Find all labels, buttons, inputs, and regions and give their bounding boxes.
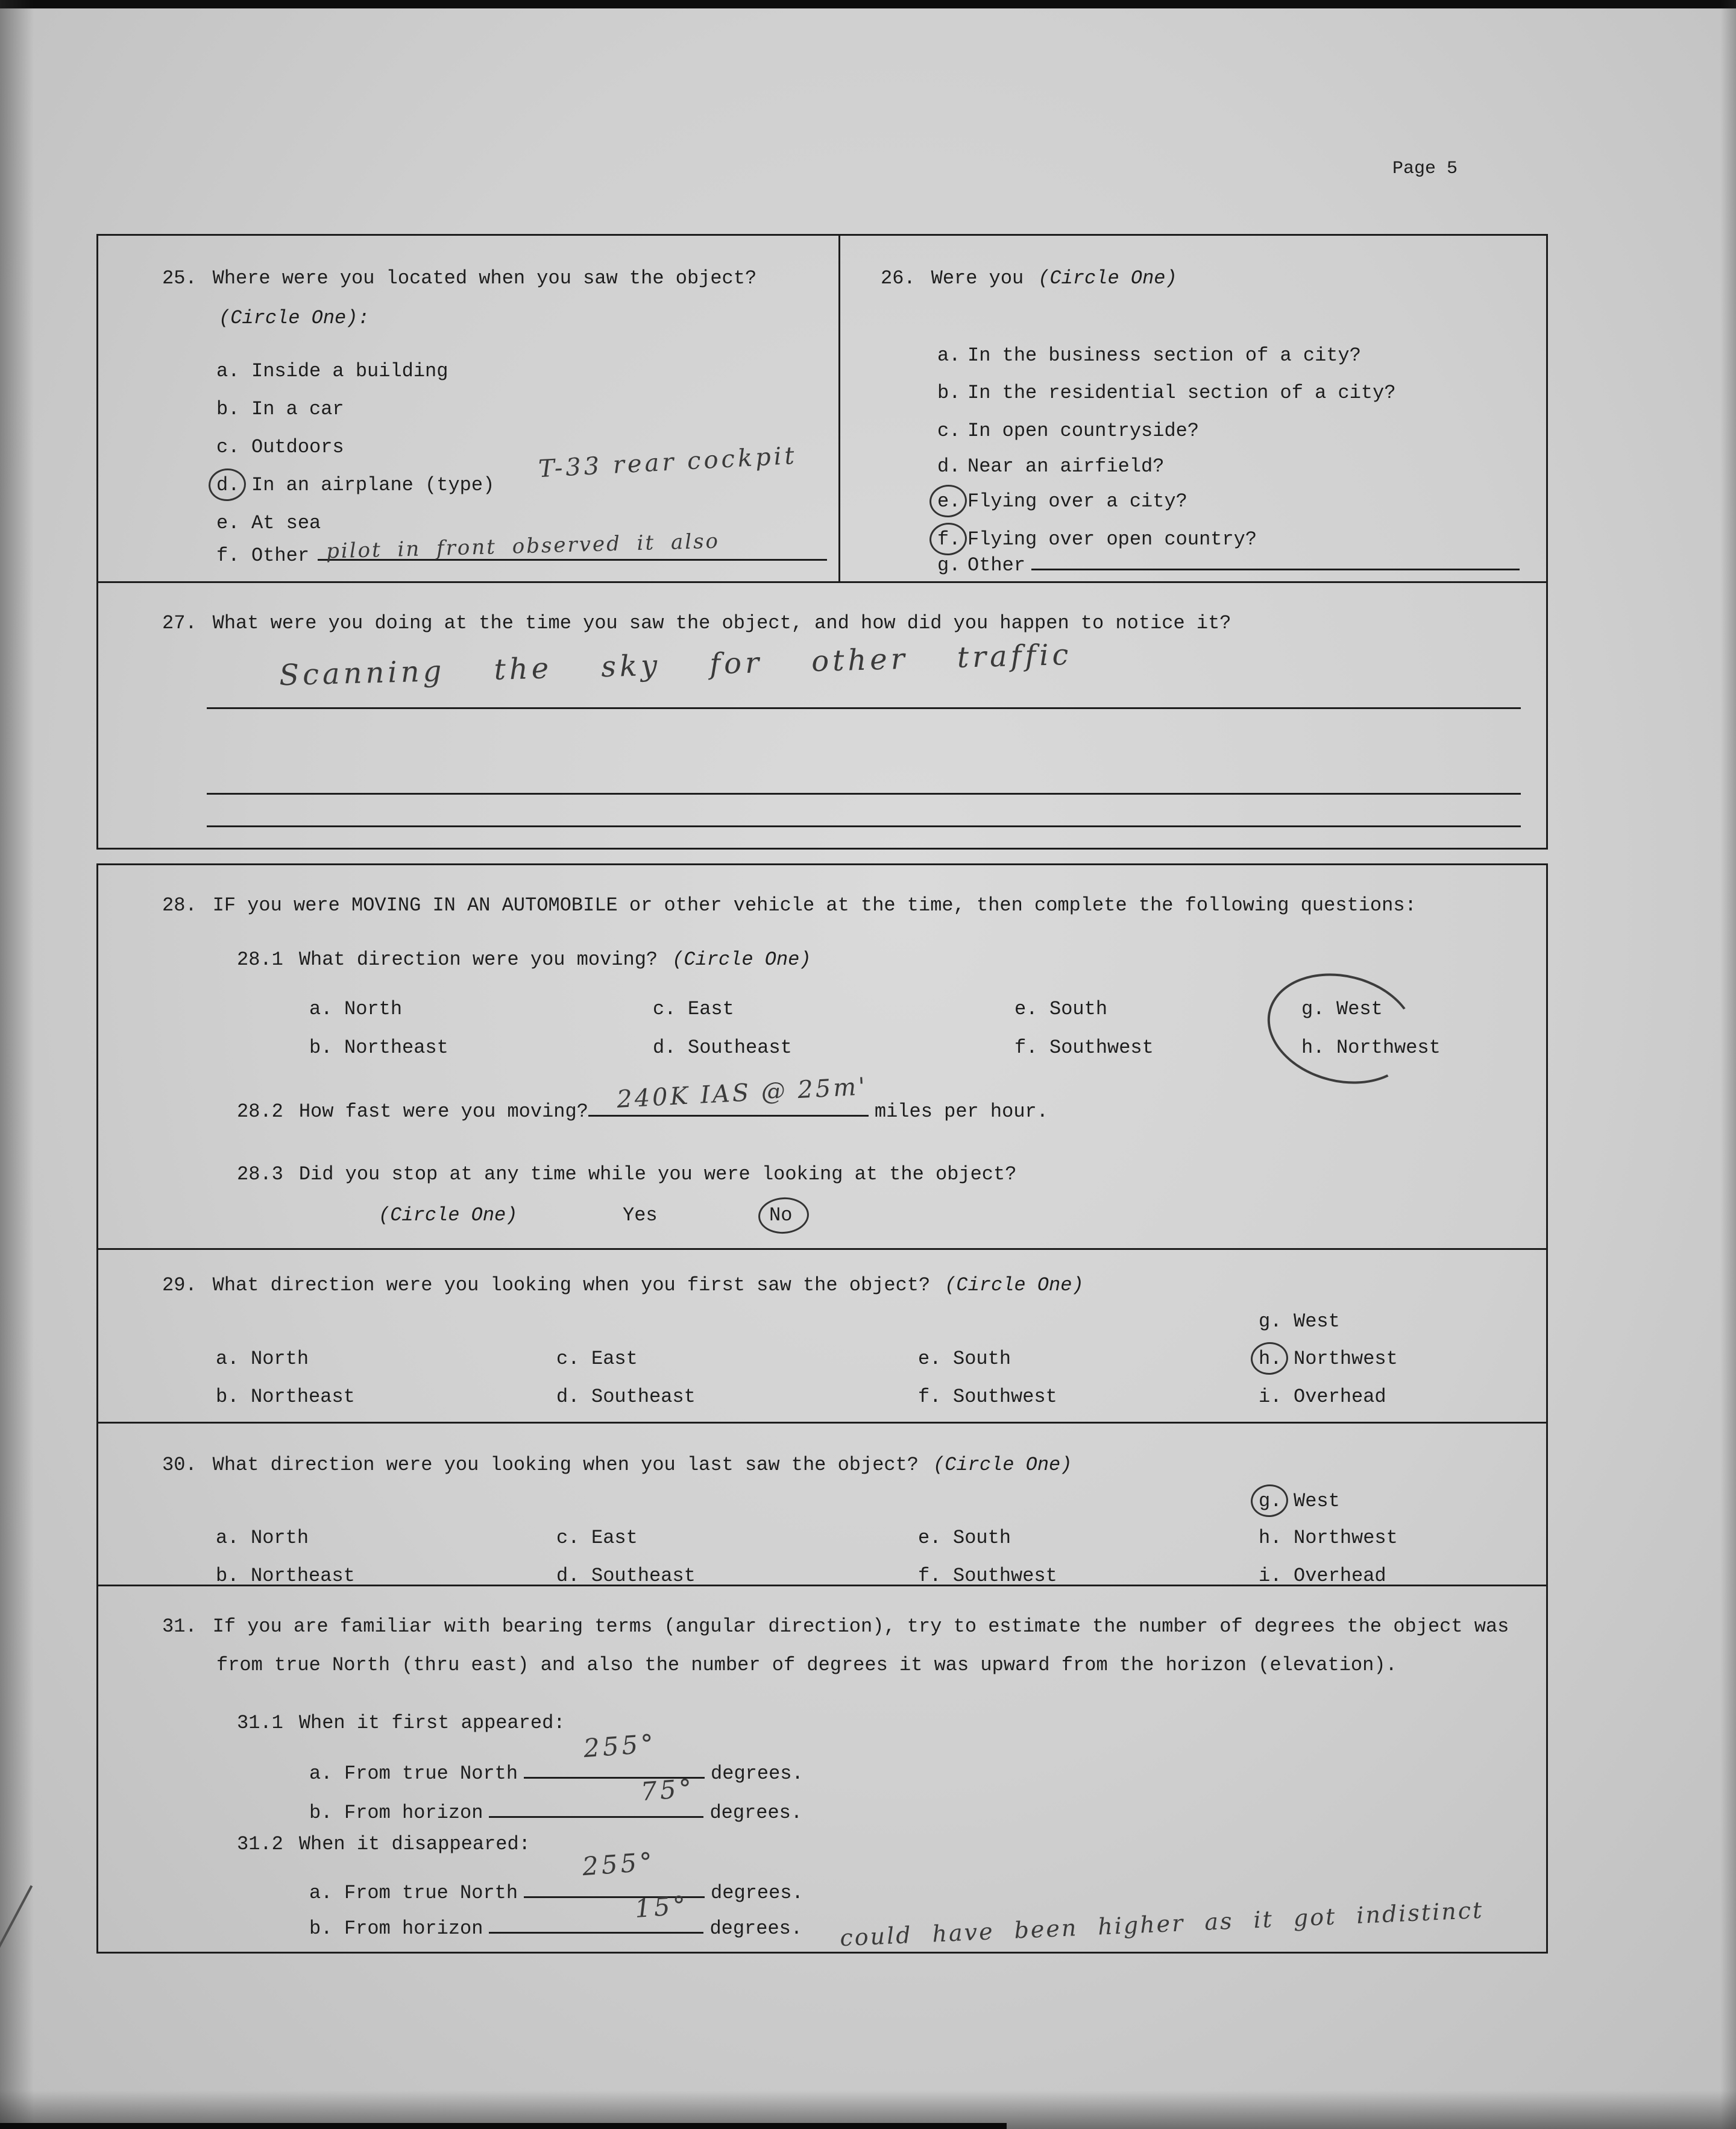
option-letter: a. — [309, 998, 333, 1020]
option-letter: b. — [216, 398, 240, 420]
q29-option-i — [1259, 1386, 1386, 1408]
q30-heading — [162, 1454, 1072, 1477]
q29-option-d — [556, 1386, 696, 1408]
q30-option-e — [918, 1527, 1011, 1550]
q29-heading — [162, 1274, 1084, 1297]
option-label: Southwest — [1049, 1036, 1154, 1059]
q28-1-number: 28.1 — [237, 948, 283, 971]
q25-option-f — [216, 529, 827, 567]
q27-number: 27. — [162, 612, 197, 634]
option-label: Northwest — [1294, 1527, 1398, 1549]
q29-title: What direction were you looking when you first saw the object? — [212, 1274, 931, 1296]
q29-option-g — [1259, 1310, 1340, 1333]
option-letter: a. — [216, 1527, 239, 1549]
q30-option-h — [1259, 1527, 1398, 1550]
q28-1-answer-circle — [1256, 958, 1428, 1099]
q28-2-number: 28.2 — [237, 1100, 283, 1123]
answer-line — [489, 1923, 703, 1934]
option-label: Northeast — [251, 1565, 355, 1587]
option-label: East — [591, 1527, 638, 1549]
option-label: Overhead — [1294, 1386, 1386, 1408]
degrees-label: degrees. — [709, 1802, 803, 1824]
option-letter: e. — [918, 1527, 942, 1549]
option-letter: c. — [556, 1527, 580, 1549]
q28-3-circle-one-hint: (Circle One) — [379, 1204, 518, 1226]
option-label: Southeast — [591, 1386, 696, 1408]
q26-other-answer-line — [1031, 560, 1520, 570]
option-letter: a. — [309, 1762, 333, 1785]
option-letter: h. — [1301, 1036, 1325, 1059]
option-letter: e. — [216, 512, 240, 534]
option-label: East — [591, 1348, 638, 1370]
q26-option-d — [937, 455, 1164, 478]
q28-1-circle-one-hint: (Circle One) — [672, 948, 811, 971]
option-letter: a. — [309, 1882, 333, 1904]
q31-line2: from true North (thru east) and also the number of degrees it was upward from the horizon (elevation). — [216, 1654, 1397, 1676]
option-label: South — [953, 1527, 1011, 1549]
q30-number: 30. — [162, 1454, 197, 1476]
q27-writing-line-3 — [207, 825, 1521, 827]
option-label: North — [344, 998, 403, 1020]
option-label: Southwest — [953, 1386, 1057, 1408]
q27-title: What were you doing at the time you saw the object, and how did you happen to notice it? — [212, 612, 1231, 634]
column-divider — [838, 236, 840, 581]
q31-2b-answer-handwriting: 15° — [634, 1890, 690, 1924]
option-label: In the business section of a city? — [967, 344, 1361, 367]
q28-1-option-b — [309, 1036, 448, 1059]
option-letter: b. — [309, 1036, 333, 1059]
option-label: North — [251, 1348, 309, 1370]
option-label: In an airplane (type) — [251, 474, 495, 496]
q31-2-heading — [237, 1833, 530, 1856]
q27-heading — [162, 612, 1231, 635]
q28-3-yes: Yes — [623, 1204, 658, 1226]
q31-1-heading — [237, 1712, 565, 1735]
q26-circle-one-hint: (Circle One) — [1038, 267, 1177, 289]
q30-option-g — [1259, 1490, 1340, 1513]
answer-line — [489, 1807, 703, 1818]
option-letter: g. — [1301, 998, 1325, 1020]
q27-writing-line-2 — [207, 793, 1521, 795]
option-letter: b. — [216, 1565, 239, 1587]
q31-2a-answer-handwriting: 255° — [581, 1846, 656, 1882]
scan-edge-bottom-black — [0, 2123, 1007, 2129]
q26-option-g — [937, 554, 1520, 577]
q28-1-option-c — [653, 998, 734, 1021]
q26-title: Were you — [931, 267, 1024, 289]
q30-circle-one-hint: (Circle One) — [933, 1454, 1072, 1476]
circled-option-letter: e. — [937, 490, 967, 513]
option-letter: d. — [556, 1386, 580, 1408]
q30-title: What direction were you looking when you last saw the object? — [212, 1454, 919, 1476]
q31-line1 — [162, 1615, 1509, 1638]
option-letter: a. — [937, 344, 961, 367]
q25-option-c — [216, 436, 344, 459]
q26-option-f — [937, 528, 1257, 551]
circled-option-letter: f. — [937, 528, 967, 551]
q28-1-option-a — [309, 998, 402, 1021]
option-label: Northwest — [1294, 1348, 1398, 1370]
option-label: Southwest — [953, 1565, 1057, 1587]
option-label: South — [1049, 998, 1108, 1020]
option-letter: f. — [216, 544, 240, 567]
q28-1-option-g — [1301, 998, 1383, 1021]
option-letter: b. — [309, 1802, 333, 1824]
q27-answer-handwriting: Scanning the sky for other traffic — [278, 637, 1073, 693]
q28-1-title: What direction were you moving? — [298, 948, 658, 971]
option-letter: b. — [937, 382, 961, 404]
q28-heading — [162, 894, 1417, 917]
option-label: From true North — [344, 1762, 518, 1785]
degrees-label: degrees. — [709, 1917, 803, 1940]
option-label: West — [1294, 1490, 1340, 1512]
q28-2-row — [237, 1073, 1048, 1123]
option-label: Outdoors — [251, 436, 344, 458]
q25-number: 25. — [162, 267, 197, 289]
q31-2b-note-handwriting: could have been higher as it got indistinct — [839, 1896, 1485, 1952]
option-letter: g. — [937, 554, 961, 576]
q28-1-option-h — [1301, 1036, 1441, 1059]
option-label: Northeast — [344, 1036, 448, 1059]
q25-circle-one-hint: (Circle One): — [219, 307, 370, 329]
q26-option-c — [937, 420, 1199, 443]
section-q31 — [96, 1585, 1548, 1954]
q27-writing-line-1 — [207, 707, 1521, 709]
degrees-label: degrees. — [711, 1762, 804, 1785]
q29-option-b — [216, 1386, 355, 1408]
q25-option-b — [216, 398, 344, 421]
option-letter: h. — [1259, 1527, 1282, 1549]
option-label: In the residential section of a city? — [967, 382, 1396, 404]
option-label: Southeast — [688, 1036, 792, 1059]
option-label: West — [1294, 1310, 1340, 1333]
q31-2-number: 31.2 — [237, 1833, 283, 1855]
scan-edge-left — [0, 0, 34, 2129]
q25-other-handwriting: pilot in front observed it also — [326, 529, 720, 564]
option-letter: f. — [918, 1386, 942, 1408]
q29-option-h — [1259, 1348, 1398, 1370]
scan-edge-right — [1720, 0, 1736, 2129]
q29-number: 29. — [162, 1274, 197, 1296]
q28-2-answer-handwriting: 240K IAS @ 25m' — [616, 1073, 869, 1114]
page-number: Page 5 — [1392, 159, 1458, 179]
option-letter: b. — [309, 1917, 333, 1940]
section-q25-q26 — [96, 234, 1548, 583]
section-q27 — [96, 581, 1548, 850]
option-letter: c. — [216, 436, 240, 458]
option-label: From horizon — [344, 1917, 483, 1940]
q28-number: 28. — [162, 894, 197, 916]
option-label: From true North — [344, 1882, 518, 1904]
q31-1a-answer-handwriting: 255° — [582, 1728, 658, 1764]
q26-number: 26. — [881, 267, 916, 289]
option-letter: e. — [1014, 998, 1038, 1020]
q26-option-e — [937, 490, 1187, 513]
q30-option-a — [216, 1527, 309, 1550]
option-label: Northwest — [1336, 1036, 1441, 1059]
q25-heading — [162, 267, 756, 290]
option-label: Other — [967, 554, 1026, 576]
q28-2-suffix: miles per hour. — [874, 1100, 1048, 1123]
section-q28 — [96, 863, 1548, 1250]
q31-1-number: 31.1 — [237, 1712, 283, 1734]
circled-option-letter: h. — [1259, 1348, 1294, 1370]
option-letter: c. — [556, 1348, 580, 1370]
option-letter: e. — [918, 1348, 942, 1370]
q26-option-b — [937, 382, 1396, 405]
option-letter: d. — [556, 1565, 580, 1587]
option-label: In a car — [251, 398, 344, 420]
circled-option-letter: d. — [216, 474, 251, 497]
q28-1-option-e — [1014, 998, 1107, 1021]
q29-circle-one-hint: (Circle One) — [945, 1274, 1084, 1296]
circled-option-letter: g. — [1259, 1490, 1294, 1513]
option-letter: i. — [1259, 1565, 1282, 1587]
option-letter: a. — [216, 1348, 239, 1370]
q29-option-e — [918, 1348, 1011, 1370]
option-label: In open countryside? — [967, 420, 1200, 442]
section-q29 — [96, 1248, 1548, 1424]
option-label: Northeast — [251, 1386, 355, 1408]
option-letter: d. — [653, 1036, 676, 1059]
q28-3-heading — [237, 1163, 1016, 1186]
section-q30 — [96, 1422, 1548, 1586]
option-label: Other — [251, 544, 310, 567]
option-letter: c. — [937, 420, 961, 442]
q31-number: 31. — [162, 1615, 197, 1638]
q26-option-a — [937, 344, 1361, 367]
option-label: Southeast — [591, 1565, 696, 1587]
q25-other-answer-line — [318, 529, 827, 564]
option-label: Overhead — [1294, 1565, 1386, 1587]
option-label: Near an airfield? — [967, 455, 1165, 478]
option-label: At sea — [251, 512, 321, 534]
option-label: South — [953, 1348, 1011, 1370]
option-letter: d. — [937, 455, 961, 478]
q25-option-a — [216, 360, 448, 383]
scan-edge-top — [0, 0, 1736, 8]
q29-option-a — [216, 1348, 309, 1370]
q31-2-title: When it disappeared: — [298, 1833, 530, 1855]
q25-option-d — [216, 474, 494, 497]
q31-1-row-a — [309, 1728, 804, 1785]
option-label: North — [251, 1527, 309, 1549]
q29-option-c — [556, 1348, 638, 1370]
option-letter: i. — [1259, 1386, 1282, 1408]
q30-option-c — [556, 1527, 638, 1550]
option-label: Flying over open country? — [967, 528, 1257, 550]
option-label: Inside a building — [251, 360, 448, 382]
option-label: East — [688, 998, 734, 1020]
circled-answer-no: No — [769, 1204, 793, 1226]
q28-title: IF you were MOVING IN AN AUTOMOBILE or other vehicle at the time, then complete the following questions: — [212, 894, 1417, 916]
q25-option-e — [216, 512, 321, 535]
option-label: Flying over a city? — [967, 490, 1187, 513]
q28-2-title: How fast were you moving? — [298, 1100, 588, 1123]
option-letter: c. — [653, 998, 676, 1020]
q26-heading — [881, 267, 1177, 290]
q28-3-title: Did you stop at any time while you were looking at the object? — [298, 1163, 1017, 1185]
q28-1-heading — [237, 948, 811, 971]
option-letter: a. — [216, 360, 240, 382]
q28-1-option-f — [1014, 1036, 1154, 1059]
q31-2-row-a — [309, 1846, 804, 1905]
degrees-label: degrees. — [711, 1882, 804, 1904]
option-letter: g. — [1259, 1310, 1282, 1333]
q31-1-title: When it first appeared: — [298, 1712, 565, 1734]
option-label: West — [1336, 998, 1383, 1020]
q25-title: Where were you located when you saw the object? — [212, 267, 757, 289]
option-letter: f. — [918, 1565, 942, 1587]
q29-option-f — [918, 1386, 1057, 1408]
q28-3-number: 28.3 — [237, 1163, 283, 1185]
option-label: From horizon — [344, 1802, 483, 1824]
q28-1-option-d — [653, 1036, 792, 1059]
option-letter: f. — [1014, 1036, 1038, 1059]
option-letter: b. — [216, 1386, 239, 1408]
q25-airplane-type-handwriting: T-33 rear cockpit — [538, 441, 798, 484]
q31-title-line1: If you are familiar with bearing terms (angular direction), try to estimate the number of degrees the object was — [212, 1615, 1509, 1638]
q31-1b-answer-handwriting: 75° — [640, 1773, 696, 1807]
q28-3-no — [769, 1204, 792, 1227]
